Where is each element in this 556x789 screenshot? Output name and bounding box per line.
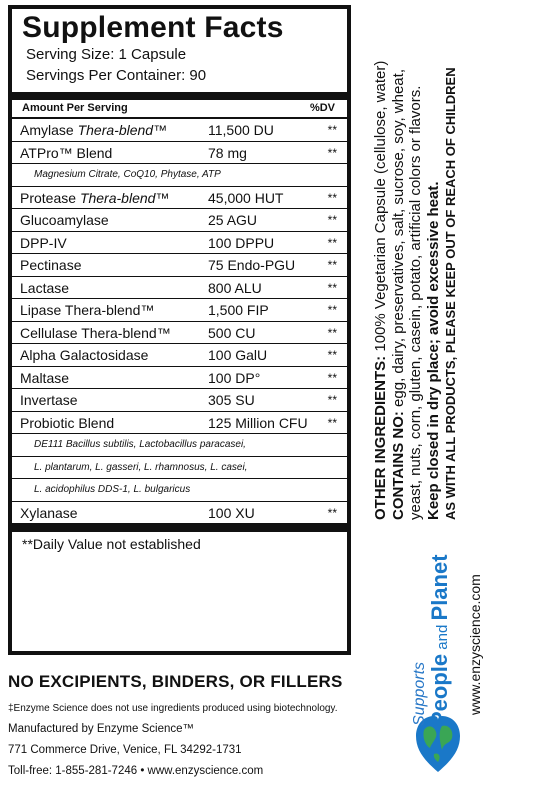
supports-text: Supports (411, 661, 428, 726)
facts-row (12, 209, 347, 232)
ingredient-amount: 100 DPPU (208, 234, 275, 251)
facts-row (12, 389, 347, 412)
facts-row (12, 142, 347, 165)
ingredient-dv: ** (327, 505, 337, 520)
servings-per-container: Servings Per Container: 90 (26, 67, 207, 84)
child-warning: AS WITH ALL PRODUCTS, PLEASE KEEP OUT OF REACH OF CHILDREN (443, 67, 458, 520)
storage-instructions: Keep closed in dry place; avoid excessive heat. (424, 181, 442, 520)
ingredient-name: Lipase Thera-blend™ (20, 302, 155, 318)
ingredient-amount: 75 Endo-PGU (208, 257, 296, 273)
ingredient-amount: 800 ALU (208, 279, 262, 296)
contains-no-cont: yeast, nuts, corn, gluten, casein, potato, artificial colors or flavors. (407, 85, 424, 520)
ingredient-name: Glucoamylase (20, 212, 109, 228)
ingredient-amount: 100 XU (208, 504, 255, 521)
ingredient-amount: 500 CU (208, 324, 256, 341)
divider-thick-bottom (12, 524, 347, 532)
ingredient-name: Probiotic Blend (20, 414, 115, 431)
amount-header: Amount Per Serving (22, 102, 128, 114)
supports-people-planet (411, 554, 454, 726)
manufacturer-info (8, 698, 337, 782)
ingredient-name: ATPro™ Blend (20, 144, 113, 161)
facts-row (12, 232, 347, 255)
ingredient-name: Amylase Thera-blend™ (20, 122, 168, 138)
facts-row (12, 344, 347, 367)
ingredient-amount: 11,500 DU (208, 122, 274, 138)
ingredient-dv: ** (327, 190, 337, 205)
facts-rows (12, 119, 347, 524)
facts-title: Supplement Facts (22, 11, 284, 44)
facts-row (12, 322, 347, 345)
dv-footnote: **Daily Value not established (22, 536, 201, 552)
ingredient-amount: 125 Million CFU (208, 414, 308, 431)
manufacturer: Manufactured by Enzyme Science™ (8, 723, 195, 735)
ingredient-name: DPP-IV (20, 234, 67, 251)
ingredient-name: Cellulase Thera-blend™ (20, 324, 171, 341)
ingredient-name: Lactase (20, 279, 70, 296)
contact: Toll-free: 1-855-281-7246 • www.enzyscience.com (8, 765, 264, 777)
facts-row (12, 254, 347, 277)
divider-thick (12, 92, 347, 100)
facts-row (12, 119, 347, 142)
ingredient-dv: ** (327, 415, 337, 430)
ingredient-dv: ** (327, 393, 337, 407)
no-excipients-claim: NO EXCIPIENTS, BINDERS, OR FILLERS (8, 672, 343, 691)
address: 771 Commerce Drive, Venice, FL 34292-1731 (8, 744, 242, 756)
ingredient-dv: ** (327, 370, 337, 385)
side-url: www.enzyscience.com (467, 574, 483, 715)
facts-subingredients: DE111 Bacillus subtilis, Lactobacillus paracasei, (12, 434, 347, 457)
people-planet-text: People and Planet (427, 554, 452, 726)
column-header (12, 100, 347, 119)
ingredient-name: Protease Thera-blend™ (20, 189, 170, 206)
facts-row (12, 367, 347, 390)
facts-row (12, 502, 347, 525)
ingredient-dv: ** (327, 258, 337, 272)
ingredient-dv: ** (327, 235, 337, 250)
ingredient-name: Maltase (20, 369, 70, 386)
side-ingredients-text (372, 61, 460, 520)
facts-row (12, 187, 347, 210)
ingredient-amount: 45,000 HUT (208, 189, 284, 206)
facts-subingredients: L. acidophilus DDS-1, L. bulgaricus (12, 479, 347, 502)
ingredient-name: Alpha Galactosidase (20, 347, 149, 363)
ingredient-amount: 78 mg (208, 144, 247, 161)
facts-row (12, 299, 347, 322)
facts-row (12, 412, 347, 435)
ingredient-dv: ** (327, 123, 337, 137)
facts-row (12, 277, 347, 300)
ingredient-amount: 100 GalU (208, 347, 268, 363)
ingredient-amount: 305 SU (208, 392, 255, 408)
ingredient-name: Pectinase (20, 257, 82, 273)
ingredient-dv: ** (327, 348, 337, 362)
other-ingredients: OTHER INGREDIENTS: 100% Vegetarian Capsule (cellulose, water) (372, 60, 389, 520)
ingredient-name: Invertase (20, 392, 78, 408)
ingredient-dv: ** (327, 280, 337, 295)
ingredient-amount: 25 AGU (208, 212, 258, 228)
ingredient-dv: ** (327, 325, 337, 340)
ingredient-name: Xylanase (20, 504, 78, 521)
ingredient-amount: 100 DP° (208, 369, 261, 386)
serving-size: Serving Size: 1 Capsule (26, 46, 187, 63)
facts-subingredients: L. plantarum, L. gasseri, L. rhamnosus, L. casei, (12, 457, 347, 480)
ingredient-amount: 1,500 FIP (208, 302, 269, 318)
gmo-note: ‡Enzyme Science does not use ingredients produced using biotechnology. (8, 703, 338, 714)
ingredient-dv: ** (327, 303, 337, 317)
ingredient-dv: ** (327, 145, 337, 160)
dv-header: %DV (309, 102, 335, 114)
facts-subingredients: Magnesium Citrate, CoQ10, Phytase, ATP (12, 164, 347, 187)
ingredient-dv: ** (327, 213, 337, 227)
contains-no: CONTAINS NO: egg, dairy, preservatives, salt, sucrose, soy, wheat, (389, 69, 407, 520)
supplement-facts-panel (8, 5, 351, 655)
